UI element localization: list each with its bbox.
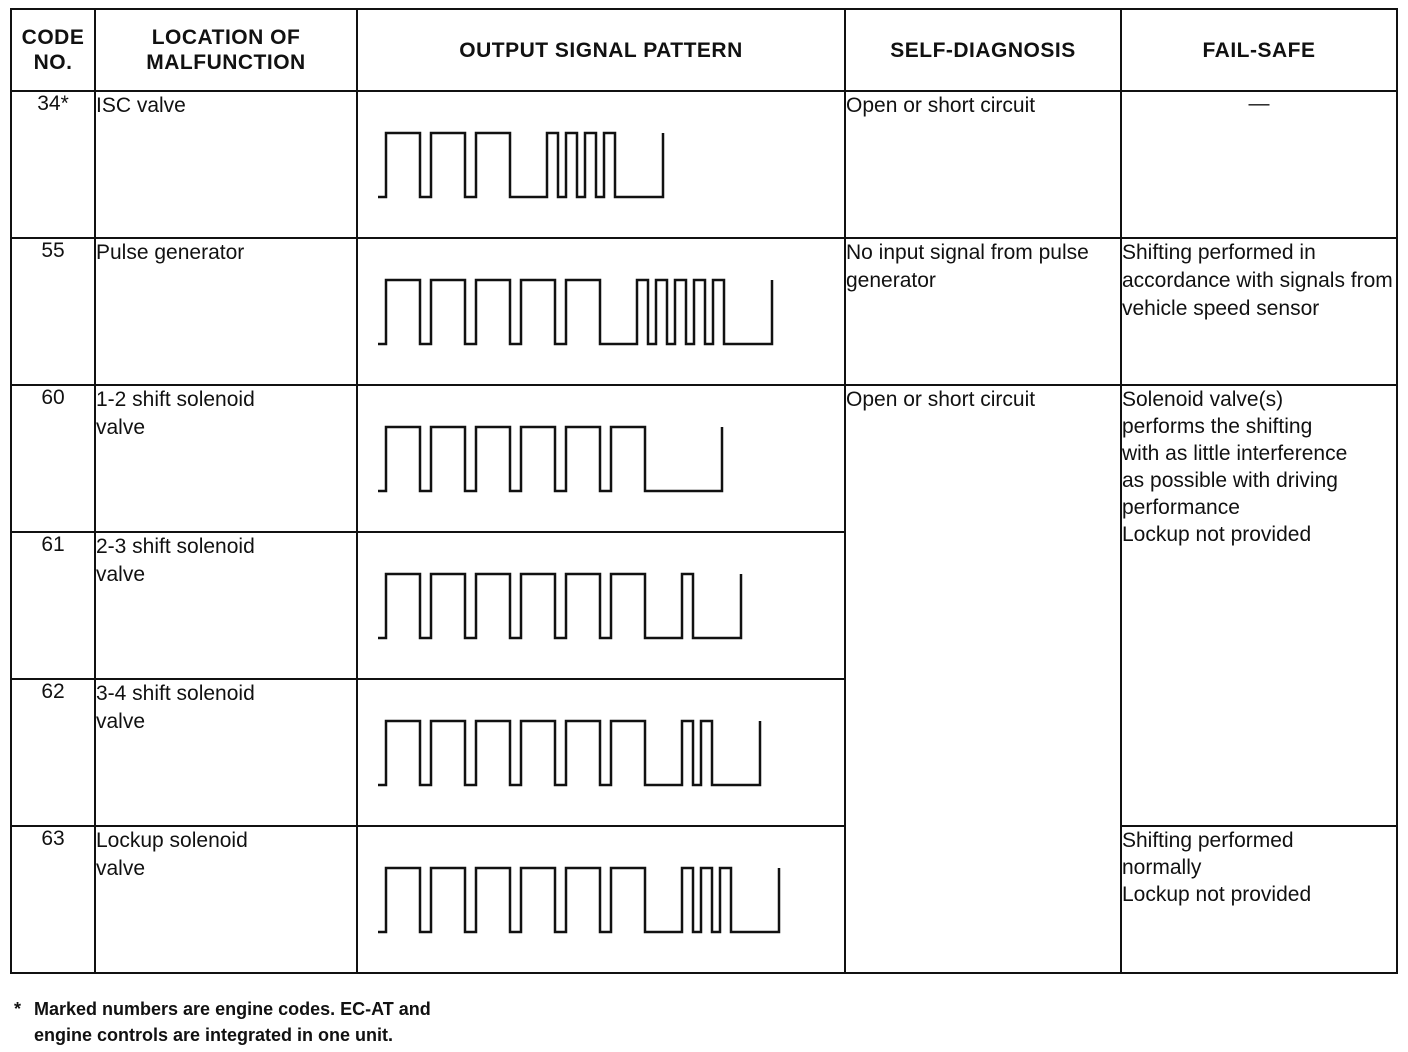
- waveform-trace: [378, 721, 760, 785]
- fail-safe-line: normally: [1122, 856, 1202, 879]
- code-cell: 60: [11, 385, 95, 532]
- signal-waveform: [358, 239, 846, 382]
- code-cell: 34*: [11, 91, 95, 238]
- signal-waveform: [358, 827, 846, 970]
- location-line: 2-3 shift solenoid: [96, 535, 255, 558]
- header-location: LOCATION OF MALFUNCTION: [95, 9, 357, 91]
- fail-safe-line: Lockup not provided: [1122, 883, 1312, 906]
- location-cell: [95, 238, 357, 385]
- fail-safe-line: performs the shifting: [1122, 415, 1313, 438]
- fail-safe-line: Lockup not provided: [1122, 523, 1312, 546]
- location-cell: [95, 91, 357, 238]
- header-signal: OUTPUT SIGNAL PATTERN: [357, 9, 845, 91]
- header-code: CODE NO.: [11, 9, 95, 91]
- signal-waveform: [358, 533, 846, 676]
- fail-safe-line: with as little interference: [1122, 442, 1348, 465]
- location-cell: [95, 385, 357, 532]
- code-cell: 62: [11, 679, 95, 826]
- diagnosis-table: [10, 8, 1398, 974]
- fail-safe-line: as possible with driving: [1122, 469, 1338, 492]
- footnote-star: *: [14, 999, 22, 1019]
- location-line: 1-2 shift solenoid: [96, 388, 255, 411]
- signal-waveform: [358, 386, 846, 529]
- table-row: [11, 238, 1397, 385]
- location-line: Pulse generator: [96, 241, 245, 264]
- location-line: ISC valve: [96, 94, 186, 117]
- location-cell: [95, 532, 357, 679]
- self-diagnosis-cell: Open or short circuit: [845, 91, 1121, 238]
- waveform-trace: [378, 868, 779, 932]
- code-cell: 61: [11, 532, 95, 679]
- location-line: valve: [96, 857, 146, 880]
- code-cell: 63: [11, 826, 95, 973]
- table-row: [11, 385, 1397, 532]
- self-diagnosis-cell: Open or short circuit: [845, 385, 1121, 973]
- table-row: [11, 91, 1397, 238]
- location-line: Lockup solenoid: [96, 829, 248, 852]
- location-line: valve: [96, 710, 146, 733]
- waveform-trace: [378, 133, 663, 197]
- fail-safe-line: Solenoid valve(s): [1122, 388, 1284, 411]
- fail-safe-cell: [1121, 385, 1397, 826]
- header-failsafe: FAIL-SAFE: [1121, 9, 1397, 91]
- signal-pattern-cell: [357, 532, 845, 679]
- fail-safe-cell: —: [1121, 91, 1397, 238]
- signal-pattern-cell: [357, 679, 845, 826]
- footnote-line: engine controls are integrated in one unit.: [34, 1025, 394, 1045]
- signal-waveform: [358, 92, 846, 235]
- fail-safe-cell: [1121, 826, 1397, 973]
- waveform-trace: [378, 280, 772, 344]
- waveform-trace: [378, 427, 722, 491]
- self-diagnosis-cell: No input signal from pulse generator: [845, 238, 1121, 385]
- signal-pattern-cell: [357, 385, 845, 532]
- location-cell: [95, 679, 357, 826]
- header-diagnosis: SELF-DIAGNOSIS: [845, 9, 1121, 91]
- location-line: valve: [96, 563, 146, 586]
- header-row: [11, 9, 1397, 91]
- location-cell: [95, 826, 357, 973]
- fail-safe-cell: Shifting performed in accordance with signals from vehicle speed sensor: [1121, 238, 1397, 385]
- signal-pattern-cell: [357, 826, 845, 973]
- location-line: valve: [96, 416, 146, 439]
- code-cell: 55: [11, 238, 95, 385]
- signal-waveform: [358, 680, 846, 823]
- fail-safe-line: performance: [1122, 496, 1240, 519]
- footnote: [14, 996, 431, 1048]
- footnote-line: Marked numbers are engine codes. EC-AT and: [34, 999, 431, 1019]
- waveform-trace: [378, 574, 741, 638]
- signal-pattern-cell: [357, 91, 845, 238]
- signal-pattern-cell: [357, 238, 845, 385]
- location-line: 3-4 shift solenoid: [96, 682, 255, 705]
- table-row: [11, 826, 1397, 973]
- fail-safe-line: Shifting performed: [1122, 829, 1294, 852]
